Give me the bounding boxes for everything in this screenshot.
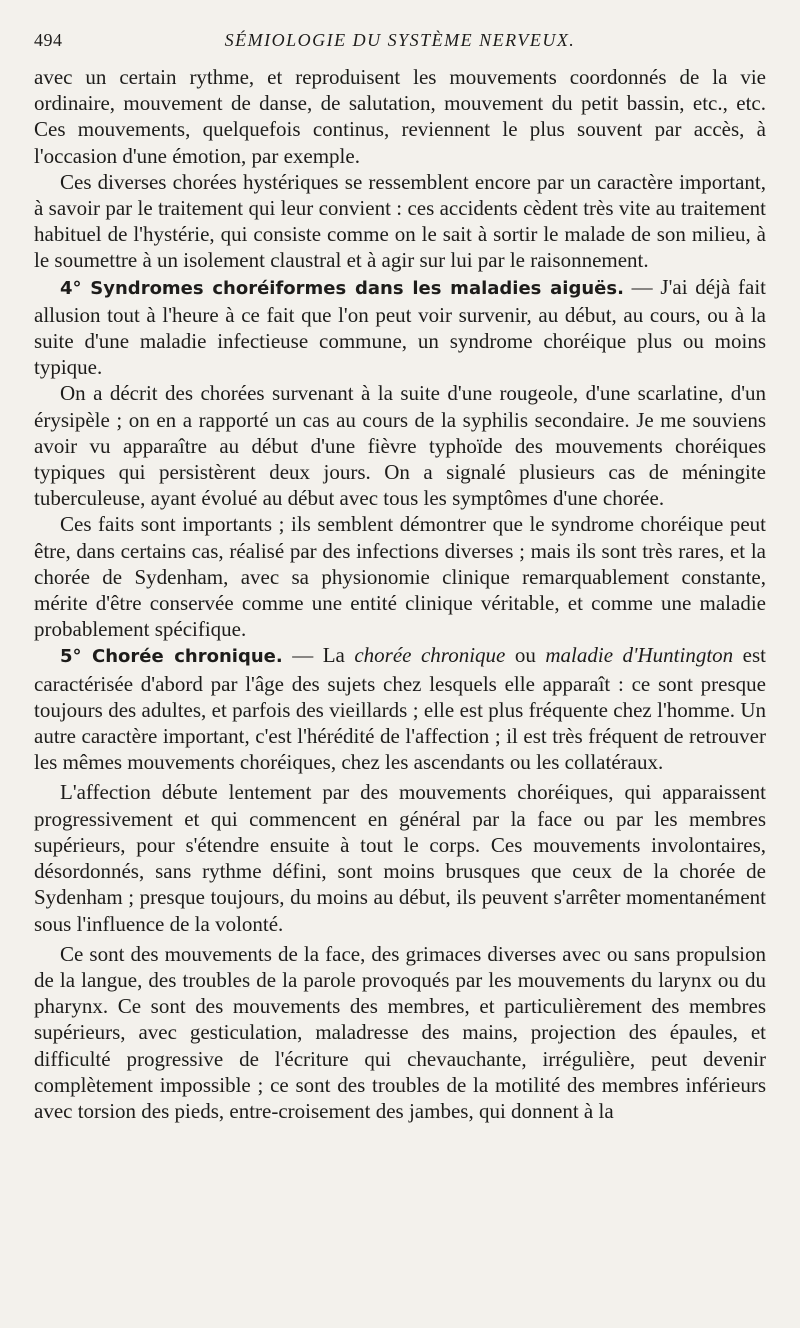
body-text [34, 64, 766, 1124]
paragraph-5: Ces faits sont importants ; ils semblent démontrer que le syndrome choréique peut être, dans certains cas, réalisé par des infections diverses ; mais ils sont très rares, et la chorée de Sydenham, avec sa physionomie clinique remarquablement constante, mérite d'être conservée comme une entité clinique véritable, et comme une maladie probablement spécifique. [34, 512, 766, 642]
paragraph-6-text-c: est caractérisée d'abord par l'âge des sujets chez lesquels elle apparaît : ce sont presque toujours des adultes, et parfois des vieillards ; elle est plus fréquente chez l'homme. Un autre caractère important, c'est l'hérédité de l'affection ; il est très fréquent de retrouver les mêmes mouvements choréiques, chez les ascendants ou les collatéraux. [34, 643, 766, 775]
paragraph-4: On a décrit des chorées survenant à la suite d'une rougeole, d'une scarlatine, d'un érysipèle ; on en a rapporté un cas au cours de la syphilis secondaire. Je me souviens avoir vu apparaître au début d'une fièvre typhoïde des mouvements choréiques typiques qui persistèrent deux jours. On a signalé plusieurs cas de méningite tuberculeuse, ayant évolué au début avec tous les symptômes d'une chorée. [34, 381, 766, 511]
section-heading-5: 5° Chorée chronique. [60, 646, 283, 668]
paragraph-2: Ces diverses chorées hystériques se ressemblent encore par un caractère important, à savoir par le traitement qui leur convient : ces accidents cèdent très vite au traitement habituel de l'hystérie, qui consiste comme on le sait à sortir le malade de son milieu, à le soumettre à un isolement claustral et à agir sur lui par le raisonnement. [34, 169, 766, 273]
paragraph-3 [34, 274, 766, 381]
paragraph-3-text: — J'ai déjà fait allusion tout à l'heure à ce fait que l'on peut voir survenir, au début, au cours, ou à la suite d'une maladie infectieuse commune, un syndrome choréique plus ou moins typique. [34, 274, 766, 380]
term-choree-chronique: chorée chronique [354, 643, 506, 668]
paragraph-7: L'affection débute lentement par des mouvements choréiques, qui apparaissent progressivement et qui commencent en général par la face ou par les membres supérieurs, pour s'étendre ensuite à tout le corps. Ces mouvements involontaires, désordonnés, sans rythme défini, sont moins brusques que ceux de la chorée de Sydenham ; presque toujours, du moins au début, ils peuvent s'arrêter momentanément sous l'influence de la volonté. [34, 780, 766, 936]
paragraph-1: avec un certain rythme, et reproduisent les mouvements coordonnés de la vie ordinaire, mouvement de danse, de salutation, mouvement du petit bassin, etc., etc. Ces mouvements, quelquefois continus, reviennent le plus souvent par accès, à l'occasion d'une émotion, par exemple. [34, 65, 766, 168]
paragraph-6-text-b: ou [505, 643, 546, 668]
paragraph-6-text-a: — La [282, 643, 355, 668]
paragraph-6 [34, 642, 766, 775]
section-heading-4: 4° Syndromes choréiformes dans les maladies aiguës. [60, 277, 624, 299]
page-number: 494 [34, 30, 63, 50]
term-maladie-huntington: maladie d'Huntington [545, 643, 734, 668]
paragraph-8: Ce sont des mouvements de la face, des grimaces diverses avec ou sans propulsion de la langue, des troubles de la parole provoqués par les mouvements du larynx ou du pharynx. Ce sont des mouvements des membres, et particulièrement des membres supérieurs, avec gesticulation, maladresse des mains, projection des épaules, et difficulté progressive de l'écriture qui chevauchante, irrégulière, peut devenir complètement impossible ; ce sont des troubles de la motilité des membres inférieurs avec torsion des pieds, entre-croisement des jambes, qui donnent à la [34, 941, 766, 1123]
running-title: SÉMIOLOGIE DU SYSTÈME NERVEUX. [224, 30, 576, 50]
page-header [34, 30, 766, 64]
